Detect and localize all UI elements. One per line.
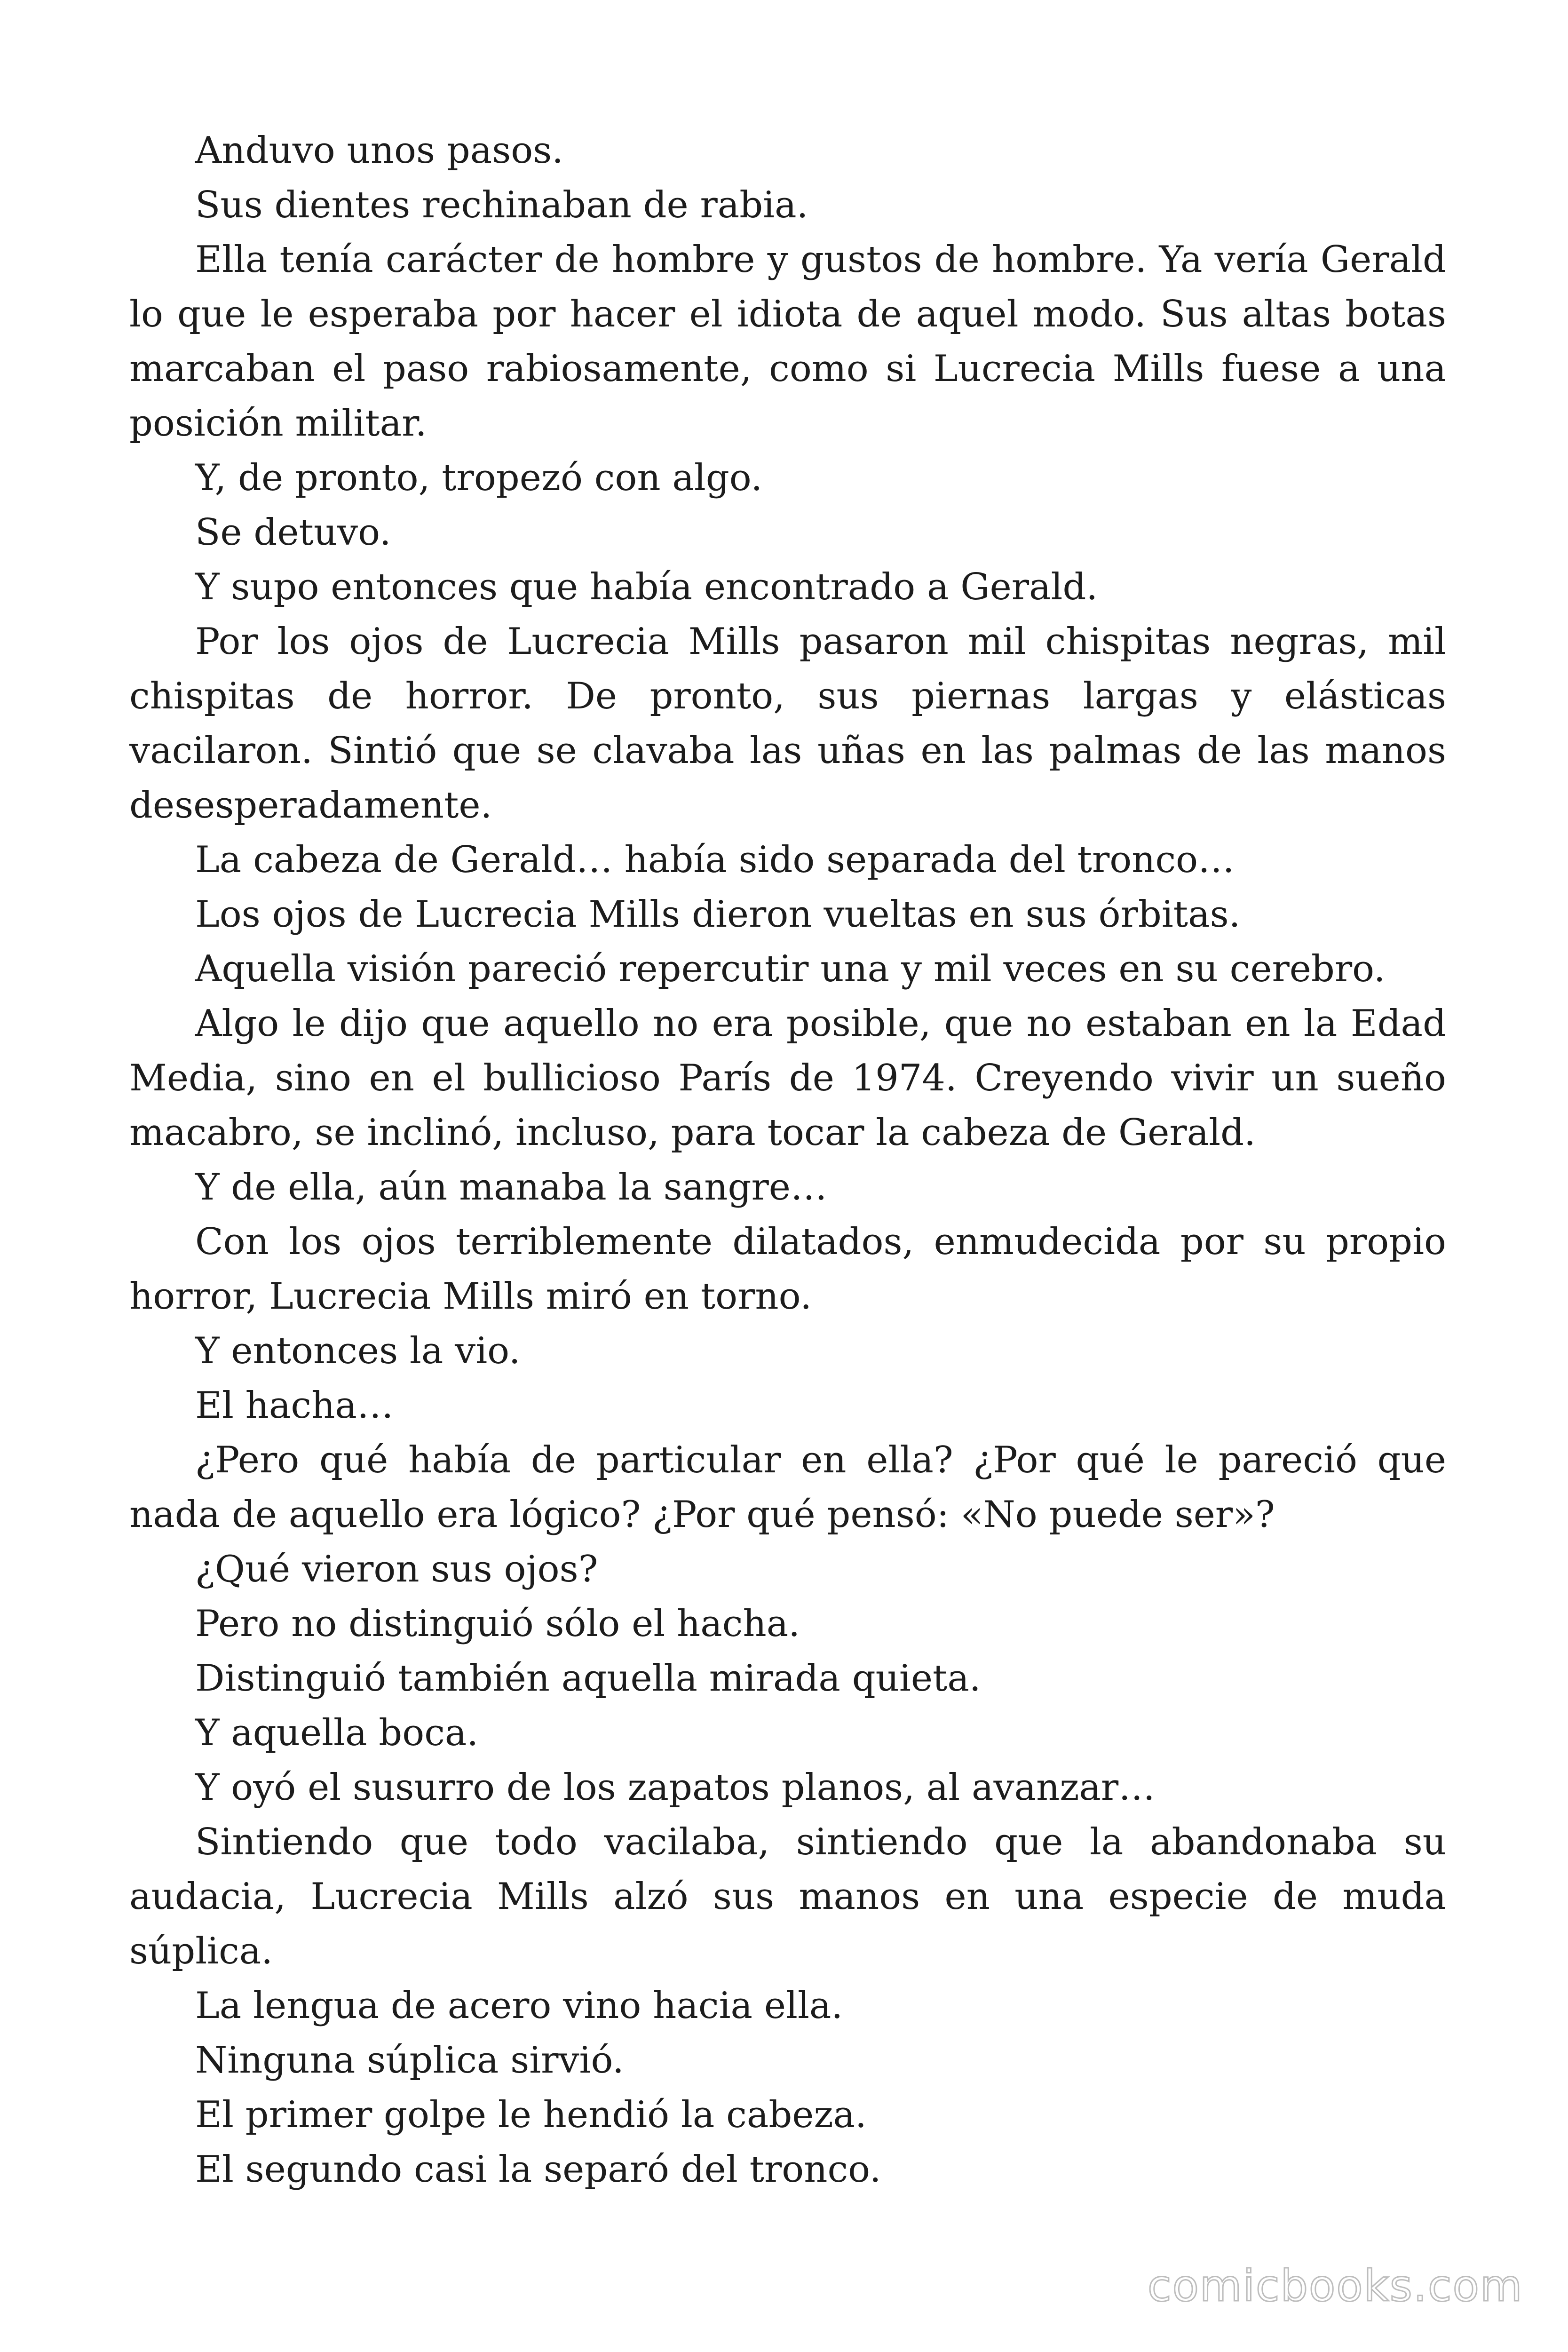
paragraph: Y, de pronto, tropezó con algo.: [195, 457, 763, 499]
paragraph: El primer golpe le hendió la cabeza.: [195, 2094, 867, 2136]
paragraph: El hacha…: [195, 1384, 394, 1427]
paragraph: La lengua de acero vino hacia ella.: [195, 1985, 843, 2027]
paragraph: Y supo entonces que había encontrado a Gerald.: [195, 566, 1098, 608]
paragraph: Aquella visión pareció repercutir una y mil veces en su cerebro.: [195, 948, 1386, 990]
watermark: comicbooks.com: [1148, 2261, 1523, 2311]
paragraph: Los ojos de Lucrecia Mills dieron vueltas en sus órbitas.: [195, 893, 1241, 936]
paragraph: Ninguna súplica sirvió.: [195, 2039, 624, 2082]
paragraph: Y de ella, aún manaba la sangre…: [195, 1166, 827, 1208]
paragraph: Y oyó el susurro de los zapatos planos, al avanzar…: [195, 1766, 1156, 1809]
body-text: [129, 123, 1446, 2197]
paragraph: ¿Qué vieron sus ojos?: [195, 1548, 598, 1590]
paragraph: Pero no distinguió sólo el hacha.: [195, 1603, 800, 1645]
paragraph: Se detuvo.: [195, 511, 391, 554]
paragraph: Sintiendo que todo vacilaba, sintiendo que la abandonaba su audacia, Lucrecia Mills alzó sus manos en una especie de muda súplica.: [129, 1821, 1446, 1972]
paragraph: Con los ojos terriblemente dilatados, enmudecida por su propio horror, Lucrecia Mills miró en torno.: [129, 1221, 1446, 1318]
paragraph: Algo le dijo que aquello no era posible, que no estaban en la Edad Media, sino en el bullicioso París de 1974. Creyendo vivir un sueño macabro, se inclinó, incluso, para tocar la cabeza de Gerald.: [129, 1002, 1446, 1154]
paragraph: Distinguió también aquella mirada quieta.: [195, 1657, 981, 1700]
paragraph: Por los ojos de Lucrecia Mills pasaron mil chispitas negras, mil chispitas de horror. De pronto, sus piernas largas y elásticas vacilaron. Sintió que se clavaba las uñas en las palmas de las manos desesperadamente.: [129, 620, 1446, 826]
paragraph: Sus dientes rechinaban de rabia.: [195, 184, 808, 226]
paragraph: Ella tenía carácter de hombre y gustos de hombre. Ya vería Gerald lo que le esperaba por hacer el idiota de aquel modo. Sus altas botas marcaban el paso rabiosamente, como si Lucrecia Mills fuese a una posición militar.: [129, 238, 1446, 445]
paragraph: Y aquella boca.: [195, 1712, 479, 1754]
paragraph: ¿Pero qué había de particular en ella? ¿Por qué le pareció que nada de aquello era lógico? ¿Por qué pensó: «No puede ser»?: [129, 1439, 1446, 1536]
paragraph: Anduvo unos pasos.: [195, 129, 564, 172]
paragraph: El segundo casi la separó del tronco.: [195, 2148, 881, 2191]
paragraph: Y entonces la vio.: [195, 1330, 521, 1372]
paragraph: La cabeza de Gerald… había sido separada del tronco…: [195, 839, 1235, 881]
